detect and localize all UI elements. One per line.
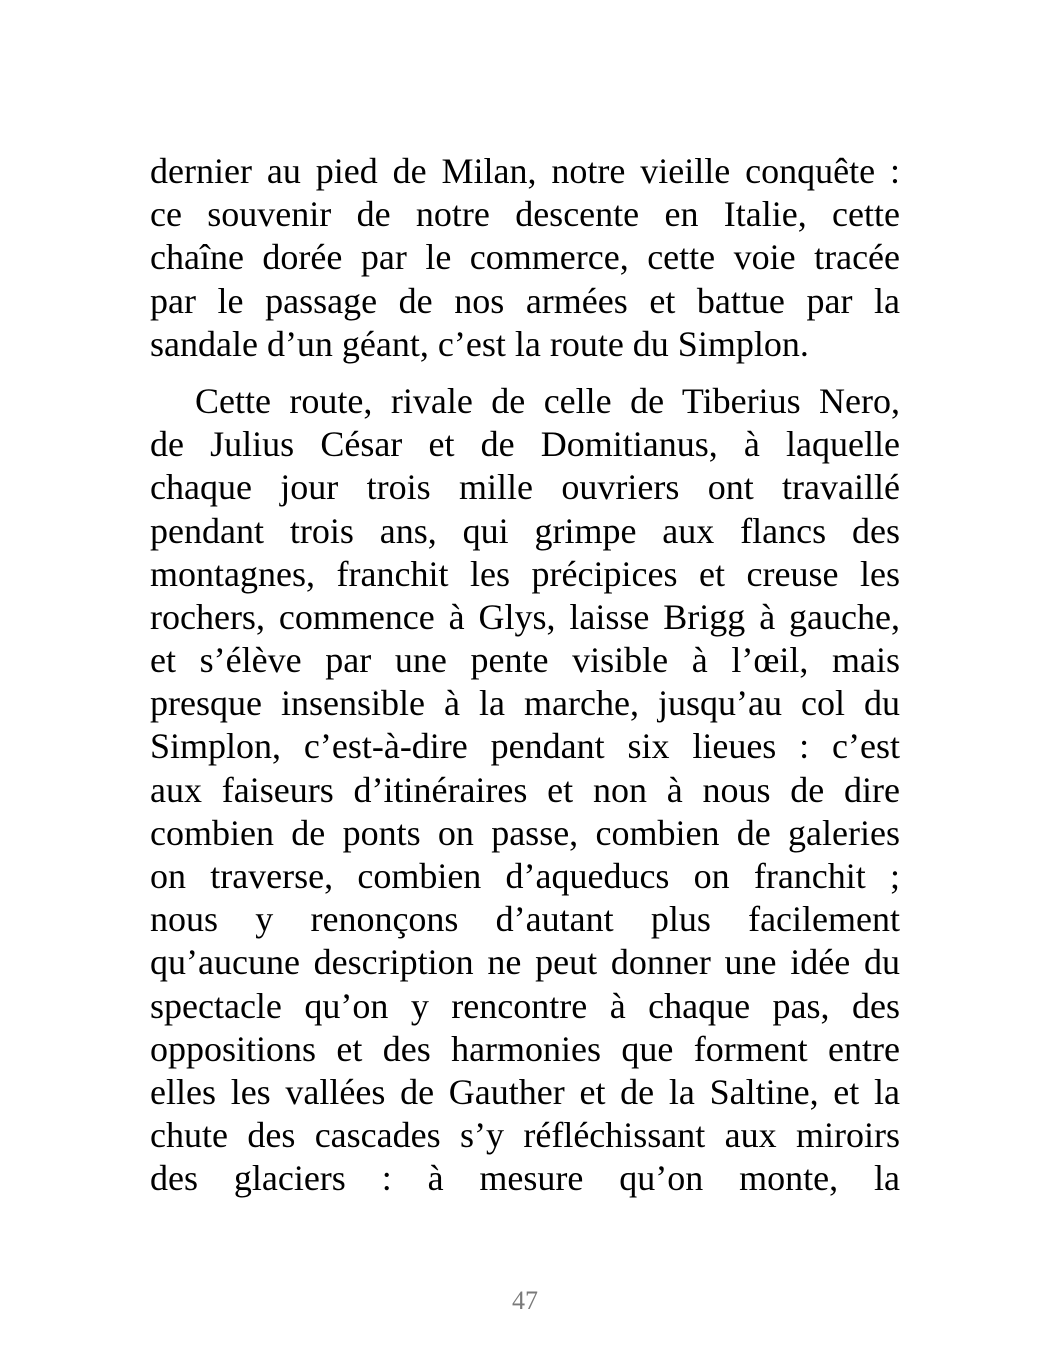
text-line: ce souvenir de notre descente en Italie, cette [150,194,900,235]
text-line: montagnes, franchit les précipices et creuse les [150,553,900,594]
text-line: de Julius César et de Domitianus, à laquelle [150,424,900,465]
paragraph-1 [150,150,900,366]
text-line: dernier au pied de Milan, notre vieille conquête : [150,151,900,191]
text-line: des glaciers : à mesure qu’on monte, la [150,1158,900,1199]
text-line: par le passage de nos armées et battue par la [150,280,900,321]
text-line: elles les vallées de Gauther et de la Saltine, et la [150,1071,900,1112]
page-number: 47 [512,1286,538,1315]
paragraph-2 [150,380,900,1201]
text-line: nous y renonçons d’autant plus facilement [150,899,900,940]
text-line: rochers, commence à Glys, laisse Brigg à gauche, [150,596,900,637]
text-line: et s’élève par une pente visible à l’œil, mais [150,640,900,681]
text-line: qu’aucune description ne peut donner une idée du [150,942,900,983]
text-line: Simplon, c’est-à-dire pendant six lieues : c’est [150,726,900,767]
text-line: oppositions et des harmonies que forment entre [150,1028,900,1069]
text-line: chaque jour trois mille ouvriers ont travaillé [150,467,900,508]
text-line: combien de ponts on passe, combien de galeries [150,812,900,853]
text-line: sandale d’un géant, c’est la route du Simplon. [150,323,809,364]
text-line: chaîne dorée par le commerce, cette voie tracée [150,237,900,278]
text-line: aux faiseurs d’itinéraires et non à nous de dire [150,769,900,810]
text-line: chute des cascades s’y réfléchissant aux miroirs [150,1115,900,1156]
paragraph-gap [150,366,900,380]
text-line: presque insensible à la marche, jusqu’au col du [150,683,900,724]
text-line: spectacle qu’on y rencontre à chaque pas, des [150,985,900,1026]
text-line: on traverse, combien d’aqueducs on franchit ; [150,856,900,896]
text-line: Cette route, rivale de celle de Tiberius Nero, [195,380,900,421]
page-body [150,150,900,1201]
text-line: pendant trois ans, qui grimpe aux flancs des [150,510,900,551]
